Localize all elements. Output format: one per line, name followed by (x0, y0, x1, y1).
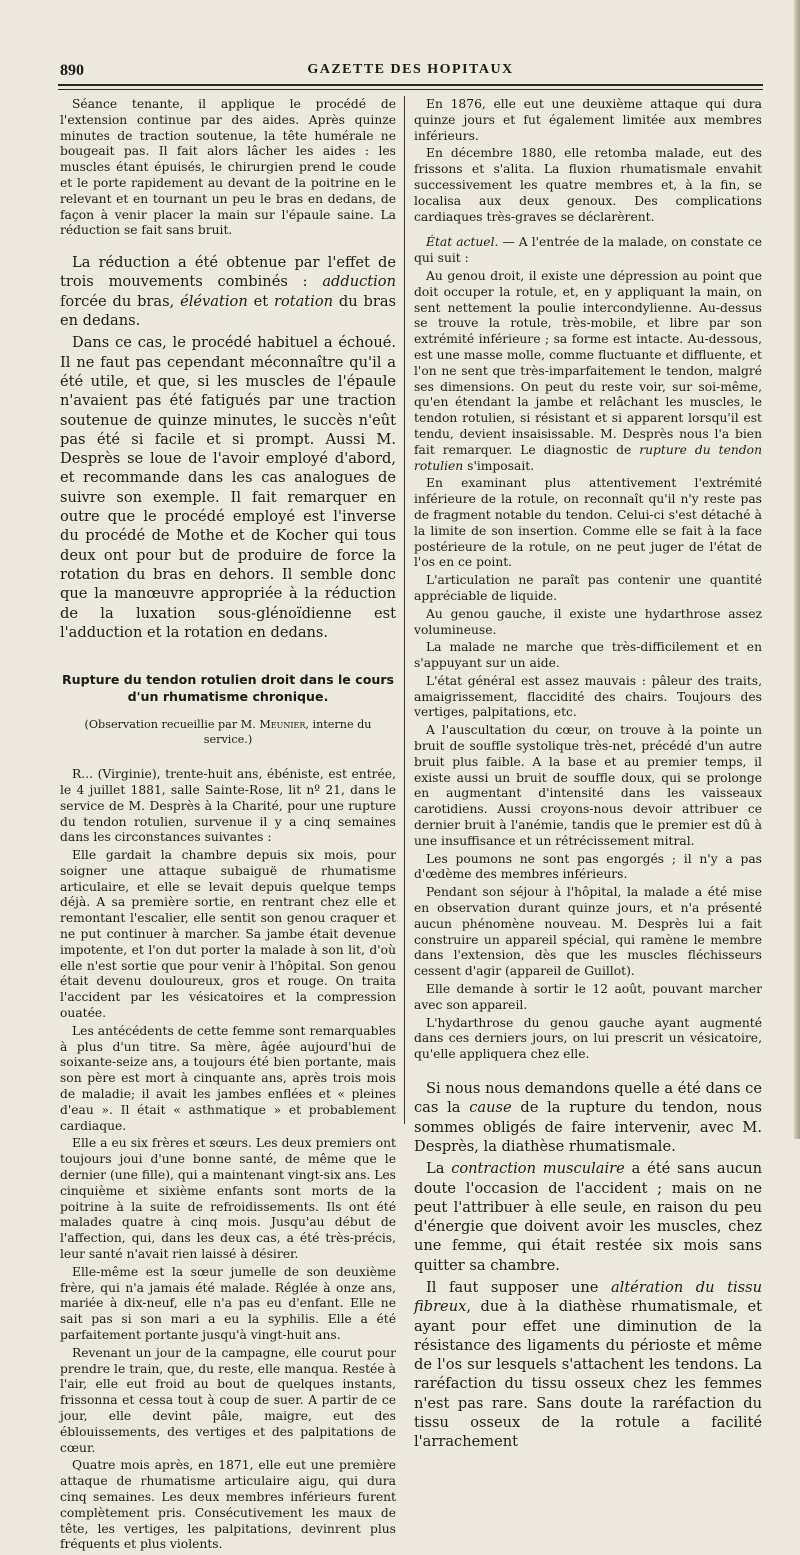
paragraph (414, 269, 762, 474)
italic-term: cause (469, 1099, 512, 1117)
text-run: Si nous nous demandons quelle a été dans ce cas la (414, 1080, 762, 1117)
text-run: — A l'entrée de la malade, on constate ce qui suit : (414, 235, 762, 266)
paragraph: Elle gardait la chambre depuis six mois, pour soigner une attaque subaiguë de rhumatisme articulaire, et elle se levait depuis quelque temps déjà. A sa première sortie, en rentrant chez elle et remontant l'escalier, elle sentit son genou craquer et ne put continuer à marcher. Sa jambe était devenue impotente, et l'on dut porter la malade à son lit, d'où elle n'est sortie que pour venir à l'hôpital. Son genou était devenu douloureux, gros et rouge. On traita l'accident par les vésicatoires et la compression ouatée. (60, 848, 396, 1021)
text-run: Il faut supposer une (426, 1278, 611, 1296)
text-run: de la rupture du tendon, nous sommes obligés de faire intervenir, avec M. Desprès, la diathèse rhumatismale. (414, 1099, 763, 1155)
paragraph: Elle demande à sortir le 12 août, pouvant marcher avec son appareil. (414, 982, 762, 1012)
italic-term: adduction (322, 273, 396, 291)
spacer (60, 645, 396, 671)
journal-title: GAZETTE DES HOPITAUX (307, 62, 514, 77)
text-run: La réduction a été obtenue par l'effet de trois mouvements combinés : (60, 254, 396, 291)
text-run: du bras en dedans. (60, 292, 397, 330)
paragraph: En examinant plus attentivement l'extrémité inférieure de la rotule, on reconnaît qu'il n'y reste pas de fragment notable du tendon. Celui-ci s'est détaché à la limite de son insertion. Comme elle se fait à la face postérieure de la rotule, on ne peut juger de l'état de l'os en ce point. (414, 476, 762, 570)
paragraph-cause (414, 1079, 762, 1156)
italic-term: contraction musculaire (451, 1160, 625, 1178)
paragraph-etat-actuel (414, 235, 762, 267)
text-run: , interne du service.) (203, 718, 372, 747)
italic-term: rupture du tendon rotulien (414, 442, 762, 473)
subheading-label: État actuel. (426, 235, 499, 250)
italic-term: élévation (180, 292, 248, 310)
paragraph: En décembre 1880, elle retomba malade, eut des frissons et s'alita. La fluxion rhumatismale envahit successivement les quatre membres et, à la fin, se localisa aux deux genoux. Des complications cardiaques très-graves se déclarèrent. (414, 146, 762, 224)
italic-term: altération du tissu fibreux (414, 1278, 762, 1316)
page-number: 890 (60, 62, 84, 79)
paragraph: Elle a eu six frères et sœurs. Les deux premiers ont toujours joui d'une bonne santé, de même que le dernier (une fille), qui a maintenant vingt-six ans. Les cinquième et sixième enfants sont morts de la poitrine à la suite de refroidissements. Ils ont été malades quatre à cinq mois. Jusqu'au début de l'affection, qui, dans les deux cas, a été très-précis, leur santé n'avait rien laissé à désirer. (60, 1136, 396, 1262)
text-run: , due à la diathèse rhumatismale, et ayant pour effet une diminution de la résistance des ligaments du périoste et même de l'os sur lesquels s'attachent les tendons. La raréfaction du tissu osseux chez les femmes n'est pas rare. Sans doute la raréfaction du tissu osseux de la rotule a facilité l'arrachement (414, 1298, 762, 1451)
paragraph: Dans ce cas, le procédé habituel a échoué. Il ne faut pas cependant méconnaître qu'il a été utile, et que, si les muscles de l'épaule n'avaient pas été fatigués par une traction soutenue de quinze minutes, le succès n'eût pas été si facile et si prompt. Aussi M. Desprès se loue de l'avoir employé d'abord, et recommande dans les cas analogues de suivre son exemple. Il fait remarquer en outre que le procédé employé est l'inverse du procédé de Mothe et de Kocher qui tous deux ont pour but de produire de force la rotation du bras en dehors. Il semble donc que la manœuvre appropriée à la réduction de la luxation sous-glénoïdienne est l'adduction et la rotation en dedans. (60, 334, 396, 641)
italic-term: rotation (273, 292, 334, 310)
text-run: (Observation recueillie par M. (84, 718, 260, 732)
paragraph: A l'auscultation du cœur, on trouve à la pointe un bruit de souffle systolique très-net, précédé d'un autre bruit plus faible. A la base et au premier temps, il existe aussi un bruit de souffle doux, qui se prolonge en augmentant d'intensité dans les vaisseaux carotidiens. Aussi croyons-nous devoir attribuer ce dernier bruit à l'anémie, tandis que le premier est dû à une insuffisance et un rétrécissement mitral. (414, 723, 762, 848)
section-title-line-1: Rupture du tendon rotulien droit dans le cours (61, 672, 395, 688)
paragraph: R... (Virginie), trente-huit ans, ébéniste, est entrée, le 4 juillet 1881, salle Sainte-Rose, lit nº 21, dans le service de M. Desprès à la Charité, pour une rupture du tendon rotulien, survenue il y a cinq semaines dans les circonstances suivantes : (60, 767, 396, 845)
header-rule-thin (58, 89, 763, 90)
paragraph: La malade ne marche que très-difficilement et en s'appuyant sur un aide. (414, 640, 762, 671)
right-column (414, 97, 762, 1455)
paragraph: Les poumons ne sont pas engorgés ; il n'y a pas d'œdème des membres inférieurs. (414, 851, 762, 882)
header-rule-thick (58, 84, 763, 86)
text-run: Au genou droit, il existe une dépression au point que doit occuper la rotule, et, en y appliquant la main, on sent nettement la poulie intercondylienne. Au-dessus se trouve la rotule, très-mobile, et libre par son extrémité inférieure ; sa forme est intacte. Au-dessous, est une masse molle, comme fluctuante et diffluente, et l'on ne sent que très-imparfaitement le tendon, malgré ses dimensions. On peut du reste voir, sur soi-même, qu'en étendant la jambe et relâchant les muscles, le tendon rotulien, si résistant et si apparent lorsqu'il est tendu, devient insaisissable. M. Desprès nous l'a bien fait remarquer. Le diagnostic de (414, 268, 762, 457)
text-run: La (426, 1160, 452, 1178)
text-run: forcée du bras, (60, 292, 181, 310)
text-run: et (247, 292, 274, 310)
paragraph-alteration (414, 1278, 762, 1452)
paragraph: L'hydarthrose du genou gauche ayant augmenté dans ces derniers jours, on lui prescrit un vésicatoire, qu'elle appliquera chez elle. (414, 1015, 762, 1062)
paragraph: L'état général est assez mauvais : pâleur des traits, amaigrissement, flaccidité des chairs. Toujours des vertiges, palpitations, etc. (414, 673, 762, 720)
paragraph: En 1876, elle eut une deuxième attaque qui dura quinze jours et fut également limitée aux membres inférieurs. (414, 97, 762, 143)
spacer (414, 1065, 762, 1079)
paragraph: Revenant un jour de la campagne, elle courut pour prendre le train, que, du reste, elle manqua. Restée à l'air, elle eut froid au bout de quelques instants, frissonna et cessa tout à coup de suer. A partir de ce jour, elle devint pâle, maigre, eut des éblouissements, des vertiges et des palpitations de cœur. (60, 1345, 396, 1455)
observation-credit (60, 717, 396, 747)
paragraph: Elle-même est la sœur jumelle de son deuxième frère, qui n'a jamais été malade. Réglée à onze ans, mariée à dix-neuf, elle n'a pas eu d'enfant. Elle ne sait pas si son mari a eu la syphilis. Elle a été parfaitement portante jusqu'à vingt-huit ans. (60, 1264, 396, 1342)
column-divider (404, 96, 405, 1124)
paragraph: Pendant son séjour à l'hôpital, la malade a été mise en observation durant quinze jours, et n'a présenté aucun phénomène nouveau. M. Desprès lui a fait construire un appareil spécial, qui ramène le membre dans l'extension, dès que les muscles fléchisseurs cessent d'agir (appareil de Guillot). (414, 885, 762, 979)
page-binding-edge (794, 0, 800, 1139)
text-run: a été sans aucun doute l'occasion de l'accident ; mais on ne peut l'attribuer à elle seule, en raison du peu d'énergie que doivent avoir les muscles, chez une femme, qui était restée six mois sans quitter sa chambre. (414, 1160, 762, 1274)
paragraph: Séance tenante, il applique le procédé de l'extension continue par des aides. Après quinze minutes de traction soutenue, la tête humérale ne bougeait pas. Il fait alors lâcher les aides : les muscles étant épuisés, le chirurgien prend le coude et le porte rapidement au devant de la poitrine en le relevant et en tournant un peu le bras en dedans, de façon à venir placer la main sur l'épaule saine. La réduction se fait sans bruit. (60, 97, 396, 238)
author-name: Meunier (259, 718, 306, 732)
paragraph: Au genou gauche, il existe une hydarthrose assez volumineuse. (414, 606, 762, 637)
paragraph: Quatre mois après, en 1871, elle eut une première attaque de rhumatisme articulaire aigu, qui dura cinq semaines. Les deux membres inférieurs furent complètement pris. Consécutivement les maux de tête, les vertiges, les palpitations, devinrent plus fréquents et plus violents. (60, 1458, 396, 1552)
paragraph-contraction (414, 1159, 762, 1275)
paragraph: L'articulation ne paraît pas contenir une quantité appréciable de liquide. (414, 573, 762, 603)
page-header (58, 58, 763, 82)
paragraph-reduction (60, 253, 396, 330)
section-title-line-2: d'un rhumatisme chronique. (127, 689, 329, 705)
spacer (60, 241, 396, 253)
text-run: s'imposait. (463, 458, 535, 473)
left-column (60, 97, 396, 1555)
paragraph: Les antécédents de cette femme sont remarquables à plus d'un titre. Sa mère, âgée aujourd'hui de soixante-seize ans, a toujours été bien portante, mais son père est mort à cinquante ans, après trois mois de maladie; il avait les jambes enflées et « pleines d'eau ». Il était « asthmatique » et probablement cardiaque. (60, 1023, 396, 1133)
